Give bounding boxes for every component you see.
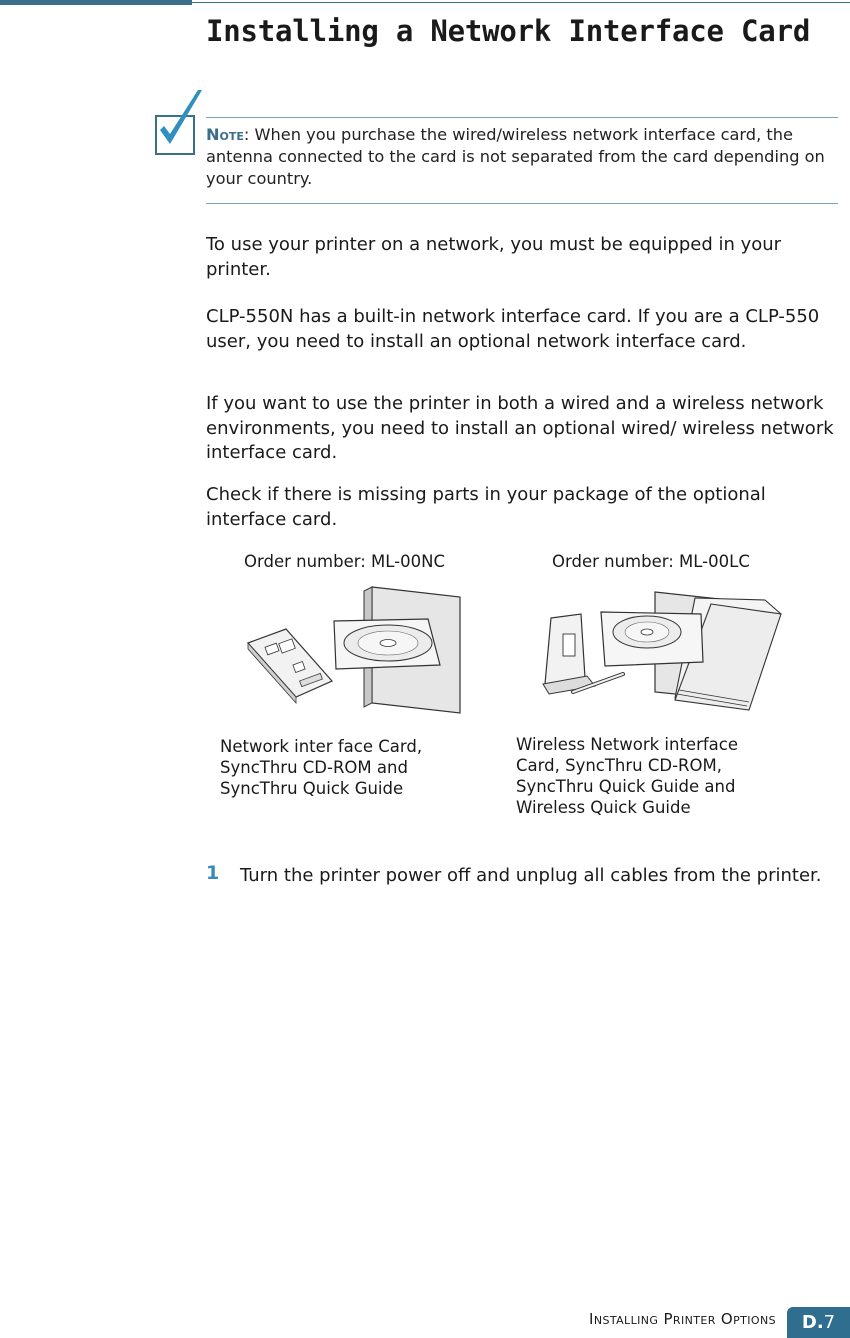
note-text: : When you purchase the wired/wireless network interface card, the antenna connected to the card is not separated from the card depending on your country. (206, 125, 825, 188)
wireless-package-illustration (535, 588, 785, 713)
header-accent-bar (0, 0, 192, 5)
page-title: Installing a Network Interface Card (206, 14, 811, 48)
page-number: 7 (823, 1312, 836, 1333)
header-rule (192, 2, 850, 3)
page-prefix: D. (801, 1312, 824, 1333)
checkmark-note-icon (154, 88, 204, 158)
order-number-wired: Order number: ML-00NC (244, 552, 445, 571)
step-number: 1 (206, 862, 220, 884)
note-bottom-rule (206, 203, 838, 204)
wired-package-illustration (240, 585, 465, 715)
caption-line: Card, SyncThru CD-ROM, (516, 756, 722, 775)
note-label: Note (206, 125, 244, 144)
caption-line: SyncThru Quick Guide (220, 779, 404, 798)
wireless-package-caption (516, 734, 776, 818)
body-paragraph: CLP-550N has a built-in network interface card. If you are a CLP-550 user, you need to install an optional network interface card. (206, 306, 820, 352)
note-block (206, 124, 838, 190)
note-top-rule (206, 117, 838, 118)
body-paragraph: If you want to use the printer in both a wired and a wireless network environments, you need to install an optional wired/ wireless network interface card. (206, 393, 834, 463)
caption-line: Wireless Network interface (516, 735, 739, 754)
body-paragraph: To use your printer on a network, you must be equipped in your printer. (206, 234, 782, 280)
caption-line: SyncThru CD-ROM and (220, 758, 408, 777)
body-paragraph: Check if there is missing parts in your package of the optional interface card. (206, 484, 766, 530)
step-text: Turn the printer power off and unplug all cables from the printer. (240, 865, 822, 886)
footer-section-title: Installing Printer Options (589, 1310, 776, 1328)
page-number-badge (787, 1307, 850, 1338)
wired-package-caption (220, 736, 460, 799)
caption-line: Network inter face Card, (220, 737, 423, 756)
order-number-wireless: Order number: ML-00LC (552, 552, 750, 571)
caption-line: SyncThru Quick Guide and (516, 777, 736, 796)
caption-line: Wireless Quick Guide (516, 798, 691, 817)
